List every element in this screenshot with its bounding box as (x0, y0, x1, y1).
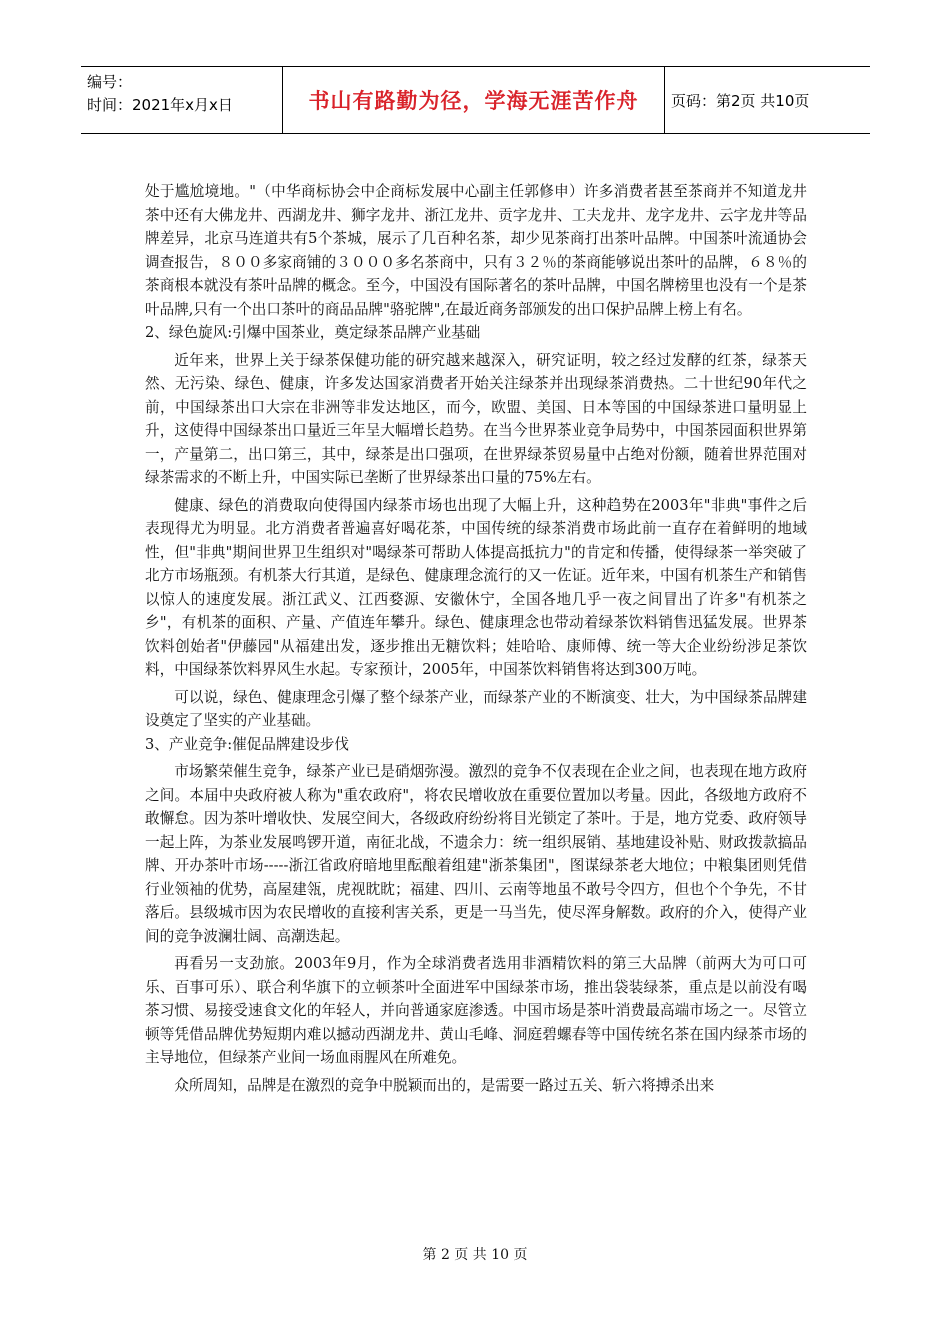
header-meta (81, 67, 282, 133)
document-body (145, 180, 807, 1097)
header-motto: 书山有路勤为径，学海无涯苦作舟 (282, 67, 665, 133)
document-number-label: 编号： (87, 73, 133, 91)
document-time-label: 时间：2021年x月x日 (87, 96, 233, 114)
paragraph: 再看另一支劲旅。2003年9月，作为全球消费者选用非酒精饮料的第三大品牌（前两大为可口可乐、百事可乐）、联合利华旗下的立顿茶叶全面进军中国绿茶市场，推出袋装绿茶，重点是以前没有喝茶习惯、易接受速食文化的年轻人，并向普通家庭渗透。中国市场是茶叶消费最高端市场之一。尽管立顿等凭借品牌优势短期内难以撼动西湖龙井、黄山毛峰、洞庭碧螺春等中国传统名茶在国内绿茶市场的主导地位，但绿茶产业间一场血雨腥风在所难免。 (145, 955, 807, 1066)
paragraph: 众所周知，品牌是在激烈的竞争中脱颖而出的，是需要一路过五关、斩六将搏杀出来 (174, 1076, 715, 1094)
page-header (81, 66, 870, 134)
page-footer: 第 2 页 共 10 页 (422, 1247, 528, 1263)
paragraph: 处于尴尬境地。"（中华商标协会中企商标发展中心副主任郭修申）许多消费者甚至茶商并不知道龙井茶中还有大佛龙井、西湖龙井、狮字龙井、浙江龙井、贡字龙井、工夫龙井、龙字龙井、云字龙井等品牌差异，北京马连道共有5个茶城，展示了几百种名茶，却少见茶商打出茶叶品牌。中国茶叶流通协会调查报告，８００多家商铺的３０００多名茶商中，只有３２％的茶商能够说出茶叶的品牌，６８％的茶商根本就没有茶叶品牌的概念。至今，中国没有国际著名的茶叶品牌，中国名牌榜里也没有一个是茶叶品牌,只有一个出口茶叶的商品品牌"骆驼牌",在最近商务部颁发的出口保护品牌上榜上有名。 (145, 183, 807, 318)
paragraph: 近年来，世界上关于绿茶保健功能的研究越来越深入，研究证明，较之经过发酵的红茶，绿茶天然、无污染、绿色、健康，许多发达国家消费者开始关注绿茶并出现绿茶消费热。二十世纪90年代之前，中国绿茶出口大宗在非洲等非发达地区，而今，欧盟、美国、日本等国的中国绿茶进口量明显上升，这使得中国绿茶出口量近三年呈大幅增长趋势。在当今世界茶业竞争局势中，中国茶园面积世界第一，产量第二，出口第三，其中，绿茶是出口强项，在世界绿茶贸易量中占绝对份额，随着世界范围对绿茶需求的不断上升，中国实际已垄断了世界绿茶出口量的75%左右。 (145, 351, 807, 486)
paragraph: 可以说，绿色、健康理念引爆了整个绿茶产业，而绿茶产业的不断演变、壮大，为中国绿茶品牌建设奠定了坚实的产业基础。 (145, 688, 807, 729)
section-heading: 2、绿色旋风:引爆中国茶业，奠定绿茶品牌产业基础 (145, 324, 481, 341)
paragraph: 市场繁荣催生竞争，绿茶产业已是硝烟弥漫。激烈的竞争不仅表现在企业之间，也表现在地方政府之间。本届中央政府被人称为"重农政府"，将农民增收放在重要位置加以考量。因此，各级地方政府不敢懈怠。因为茶叶增收快、发展空间大，各级政府纷纷将目光锁定了茶叶。于是，地方党委、政府领导一起上阵，为茶业发展鸣锣开道，南征北战，不遗余力：统一组织展销、基地建设补贴、财政拨款搞品牌、开办茶叶市场-----浙江省政府暗地里酝酿着组建"浙茶集团"，图谋绿茶老大地位；中粮集团则凭借行业领袖的优势，高屋建瓴，虎视眈眈；福建、四川、云南等地虽不敢号令四方，但也个个争先，不甘落后。县级城市因为农民增收的直接利害关系，更是一马当先，使尽浑身解数。政府的介入，使得产业间的竞争波澜壮阔、高潮迭起。 (145, 763, 807, 945)
section-heading: 3、产业竞争:催促品牌建设步伐 (145, 735, 349, 753)
paragraph: 健康、绿色的消费取向使得国内绿茶市场也出现了大幅上升，这种趋势在2003年"非典"事件之后表现得尤为明显。北方消费者普遍喜好喝花茶，中国传统的绿茶消费市场此前一直存在着鲜明的地域性，但"非典"期间世界卫生组织对"喝绿茶可帮助人体提高抵抗力"的肯定和传播，使得绿茶一举突破了北方市场瓶颈。有机茶大行其道，是绿色、健康理念流行的又一佐证。近年来，中国有机茶生产和销售以惊人的速度发展。浙江武义、江西婺源、安徽休宁，全国各地几乎一夜之间冒出了许多"有机茶之乡"，有机茶的面积、产量、产值连年攀升。绿色、健康理念也带动着绿茶饮料销售迅猛发展。世界茶饮料创始者"伊藤园"从福建出发，逐步推出无糖饮料；娃哈哈、康师傅、统一等大企业纷纷涉足茶饮料，中国绿茶饮料界风生水起。专家预计，2005年，中国茶饮料销售将达到300万吨。 (145, 496, 807, 678)
header-page-number: 页码：第2页 共10页 (671, 91, 810, 110)
